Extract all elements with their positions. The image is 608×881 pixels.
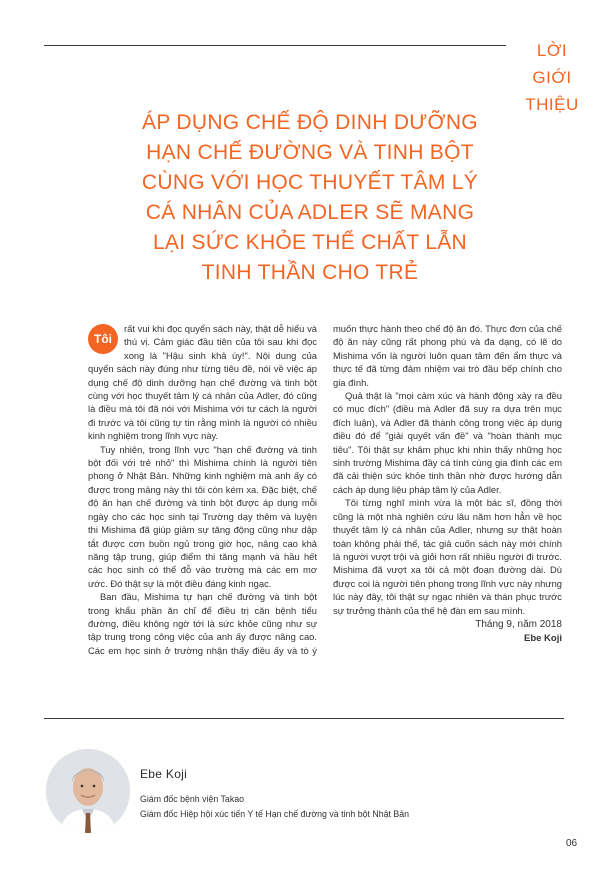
article-body	[88, 322, 562, 657]
author-name: Ebe Koji	[140, 767, 188, 781]
headline-line: LẠI SỨC KHỎE THỂ CHẤT LẪN	[152, 231, 468, 254]
page-number: 06	[566, 838, 578, 849]
section-label-line: THIỆU	[525, 95, 579, 114]
body-paragraph: Tôi từng nghĩ mình vừa là một bác sĩ, đồng thời cũng là một nhà nghiên cứu lâu năm hơn hẳn về học thuyết tâm lý cá nhân của Adler, nhưng sự thật hoàn toàn không phải thế, tác giả cuốn sách này mới chính là người vượt trội và giỏi hơn rất nhiều người đi trước. Mishima đã vượt xa tôi cả một đoạn đường dài. Dù được coi là người tiên phong trong lĩnh vực này nhưng lúc này đây, tôi thật sự ngạc nhiên và thán phục trước sự trưởng thành của thế hệ đàn em sau mình.	[333, 497, 562, 616]
headline-line: CÁ NHÂN CỦA ADLER SẼ MANG	[145, 201, 475, 224]
signoff-name: Ebe Koji	[523, 632, 562, 644]
author-role: Giám đốc bệnh viện Takao	[140, 794, 244, 804]
headline-line: ÁP DỤNG CHẾ ĐỘ DINH DƯỠNG	[142, 111, 478, 134]
section-label-line: LỜI	[536, 41, 568, 60]
bottom-rule	[44, 718, 564, 719]
body-paragraph: Quả thật là "mọi cảm xúc và hành động xảy ra đều có mục đích" (điều mà Adler đã suy ra dựa trên mục đích luận), và Adler đã thành công trong việc áp dụng điều đó để "giải quyết vấn đề" và "hoàn thành mục tiêu". Tôi thật sự khâm phục khi nhìn thấy những học sinh trường Mishima đầy cá tính cùng gia đình các em đã cải thiện sức khỏe tinh thần nhờ được hướng dẫn cách áp dụng liệu pháp tâm lý của Adler.	[333, 390, 562, 495]
author-role: Giám đốc Hiệp hội xúc tiến Y tế Hạn chế đường và tinh bột Nhật Bản	[140, 809, 410, 819]
headline-line: TINH THẦN CHO TRẺ	[201, 261, 419, 284]
headline	[100, 108, 520, 288]
section-label	[512, 37, 592, 118]
signoff	[333, 617, 562, 645]
headline-line: CÙNG VỚI HỌC THUYẾT TÂM LÝ	[141, 171, 479, 194]
body-paragraph: Ban đầu, Mishima tự hạn chế đường và tinh bột trong khẩu phần ăn chỉ để điều trị căn bệnh tiểu đường, điều không ngờ tới là sức khỏe cũng như sự tập trung trong công việc của anh ấy được nâng cao. Các em học sinh ở trường nhận thấy điều ấy và tò ý muốn thực hành theo chế độ ăn đó. Thực đơn của chế độ ăn này cũng rất phong phú và đa dạng, có lẽ do Mishima vốn là người luôn quan tâm đến ẩm thực và thực tế đã từng đảm nhiệm vai trò đầu bếp chính cho gia đình.	[88, 323, 562, 656]
top-rule	[44, 45, 506, 46]
author-portrait-icon	[46, 749, 130, 833]
headline-line: HẠN CHẾ ĐƯỜNG VÀ TINH BỘT	[146, 141, 474, 164]
dropcap: Tôi	[88, 324, 118, 354]
signoff-date: Tháng 9, năm 2018	[475, 618, 562, 630]
section-label-line: GIỚI	[532, 68, 572, 87]
body-paragraph: Tuy nhiên, trong lĩnh vực "hạn chế đường và tinh bột đối với trẻ nhỏ" thì Mishima chính là người tiên phong ở Nhật Bản. Những kinh nghiệm mà anh ấy có được trong mảng này thì tôi còn kém xa. Đặc biệt, chế độ ăn hạn chế đường và tinh bột được áp dụng mỗi ngày cho các học sinh tại Trường dạy thêm và luyện thi Mishima đã giúp giảm sự tăng động cũng như dập tắt được cơn buồn ngủ trong giờ học, nâng cao khả năng tập trung, giúp điểm thi tăng mạnh và hầu hết các học sinh có thể đỗ vào trường mà các em mơ ước. Đó thật sự là một điều đáng kinh ngạc.	[88, 443, 317, 589]
author-photo	[46, 749, 130, 833]
body-paragraph	[88, 322, 317, 443]
first-paragraph-text: rất vui khi đọc quyển sách này, thật dễ hiểu và thú vị. Cảm giác đầu tiên của tôi sau khi đọc xong là "Hậu sinh khả úy!". Nội dung của quyển sách này đúng như từng tiêu đề, nói về việc áp dụng chế độ dinh dưỡng hạn chế đường và tinh bột cùng với học thuyết tâm lý cá nhân của Adler, đó cũng là điều mà tôi đã nói với Mishima với tư cách là người đi trước và tôi cũng tự tin rằng mình là người có nhiều kinh nghiệm trong lĩnh vực này.	[88, 323, 317, 442]
